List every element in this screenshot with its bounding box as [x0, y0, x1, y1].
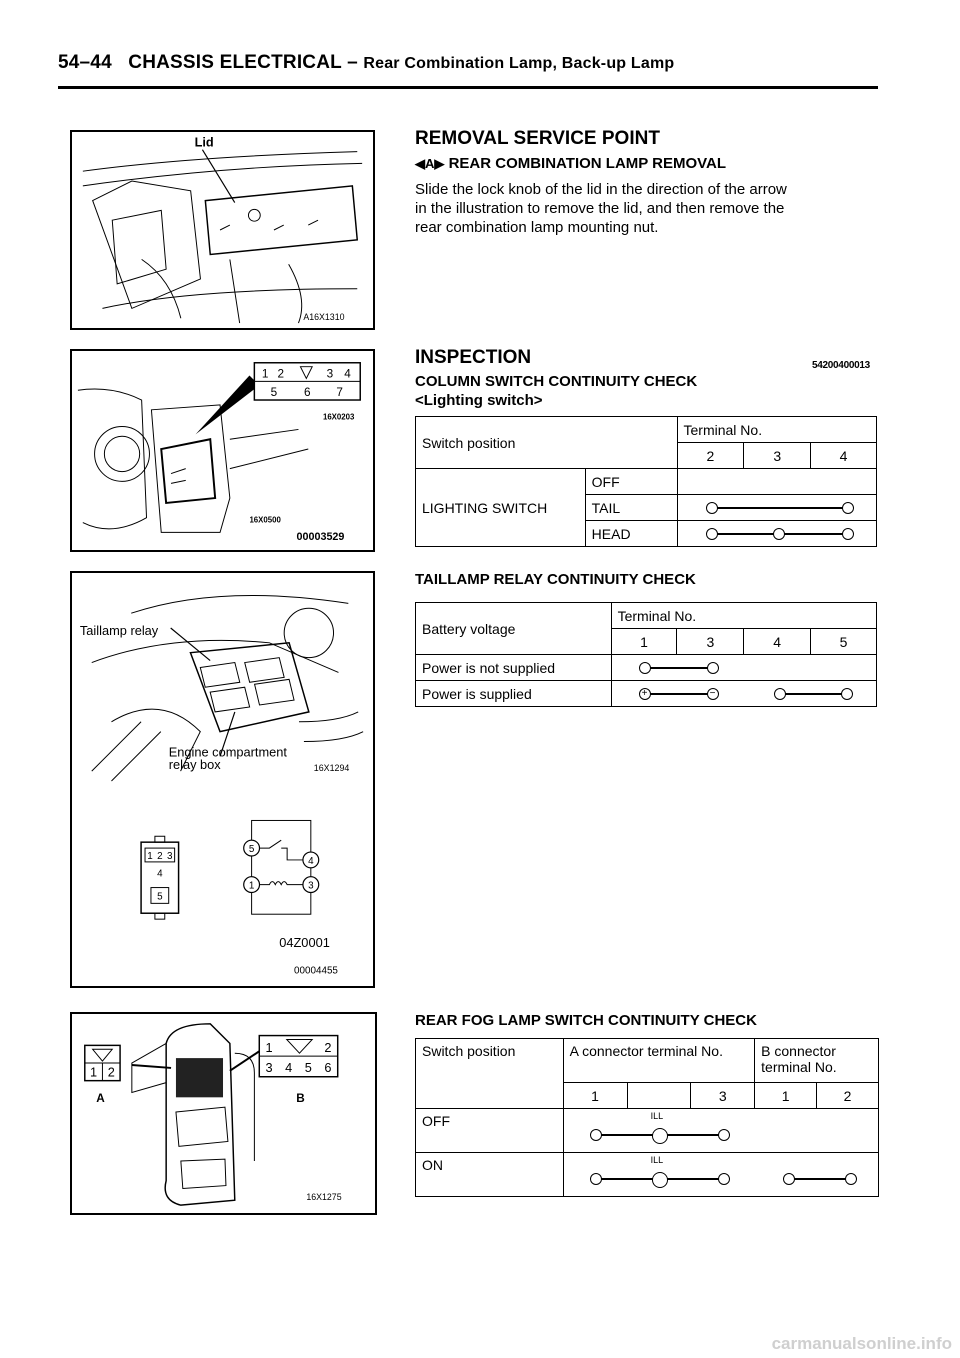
column-switch-illustration — [72, 351, 373, 550]
tl-supplied-continuity — [611, 681, 876, 707]
fog-off-continuity — [563, 1109, 878, 1153]
tl-term-3: 3 — [677, 629, 744, 655]
continuity-terminal-icon — [718, 1173, 730, 1185]
fig4-a-pin-1: 1 — [90, 1064, 98, 1080]
fig4-code: 16X1275 — [306, 1192, 342, 1203]
removal-title: REMOVAL SERVICE POINT — [415, 128, 660, 149]
removal-subtitle-text: REAR COMBINATION LAMP REMOVAL — [448, 155, 727, 172]
lt-off-continuity — [677, 469, 877, 495]
relay-terminal-3: 3 — [308, 880, 314, 892]
continuity-terminal-icon — [845, 1173, 857, 1185]
fig4-b-pin-3: 3 — [265, 1059, 273, 1075]
lt-term-4: 4 — [811, 443, 877, 469]
tl-term-4: 4 — [744, 629, 811, 655]
header-rule — [58, 86, 878, 89]
fig4-a-pin-2: 2 — [107, 1064, 115, 1080]
relay-terminal-1: 1 — [248, 880, 255, 892]
fig2-number: 00003529 — [296, 531, 345, 544]
fig2-pin-5: 5 — [270, 386, 278, 400]
section-name: CHASSIS ELECTRICAL — [128, 52, 342, 73]
header-dash: – — [347, 52, 358, 73]
fog-b-term-2: 2 — [817, 1083, 879, 1109]
continuity-terminal-icon — [774, 688, 786, 700]
fog-row-on: ON — [416, 1153, 564, 1197]
connector-b-label: B — [296, 1092, 305, 1106]
relay-terminal-4: 4 — [308, 855, 314, 867]
fig3-number: 00004455 — [294, 965, 338, 977]
fig2-pin-3: 3 — [326, 367, 334, 381]
lt-term-2: 2 — [677, 443, 744, 469]
fog-row-off: OFF — [416, 1109, 564, 1153]
continuity-terminal-icon — [590, 1129, 602, 1141]
continuity-terminal-icon — [590, 1173, 602, 1185]
fig3-pin-1: 1 — [147, 850, 153, 862]
tl-term-1: 1 — [611, 629, 677, 655]
fig4-b-pin-1: 1 — [265, 1040, 273, 1056]
fig4-b-pin-4: 4 — [285, 1059, 293, 1075]
relay-box-label-2: relay box — [168, 757, 221, 773]
lamp-icon — [652, 1172, 668, 1188]
inspection-code: 54200400013 — [812, 360, 870, 371]
connector-a-label: A — [96, 1092, 105, 1106]
lt-group: LIGHTING SWITCH — [416, 469, 586, 547]
fog-a-term-3: 3 — [691, 1083, 755, 1109]
continuity-terminal-icon — [842, 502, 854, 514]
lt-row-off: OFF — [585, 469, 677, 495]
fig1-code: A16X1310 — [303, 312, 345, 323]
page-header — [58, 52, 878, 92]
figure-lid — [70, 130, 375, 330]
fog-check-title: REAR FOG LAMP SWITCH CONTINUITY CHECK — [415, 1012, 757, 1029]
minus-terminal-icon: − — [707, 688, 719, 700]
continuity-terminal-icon — [718, 1129, 730, 1141]
fig4-b-pin-5: 5 — [304, 1059, 312, 1075]
fog-h-switch: Switch position — [416, 1039, 564, 1109]
fig2-code-b: 16X0500 — [249, 515, 281, 525]
lt-row-head: HEAD — [585, 521, 677, 547]
tl-term-5: 5 — [811, 629, 877, 655]
tl-row-not-supplied: Power is not supplied — [416, 655, 612, 681]
fog-h-b-line-2: terminal No. — [761, 1059, 837, 1075]
page-number: 54–44 — [58, 52, 112, 73]
lt-term-3: 3 — [744, 443, 811, 469]
continuity-terminal-icon — [842, 528, 854, 540]
continuity-terminal-icon — [639, 662, 651, 674]
fig2-pin-2: 2 — [277, 367, 285, 381]
topic-name: Rear Combination Lamp, Back-up Lamp — [363, 55, 675, 72]
service-marker-icon: ◀A▶ — [415, 156, 445, 171]
relay-box-label-1: Engine compartment — [168, 744, 287, 760]
fig3-pin-3: 3 — [166, 850, 173, 862]
fig3-pin-5: 5 — [157, 891, 163, 903]
fig2-pin-4: 4 — [344, 367, 351, 381]
lt-row-tail: TAIL — [585, 495, 677, 521]
removal-text-3: rear combination lamp mounting nut. — [415, 219, 659, 236]
lt-head-continuity — [677, 521, 877, 547]
taillamp-check-title: TAILLAMP RELAY CONTINUITY CHECK — [415, 571, 696, 588]
taillamp-relay-illustration — [72, 573, 373, 986]
lighting-switch-table — [415, 416, 877, 547]
column-check-title: COLUMN SWITCH CONTINUITY CHECK — [415, 373, 698, 390]
continuity-terminal-icon — [841, 688, 853, 700]
fog-h-a: A connector terminal No. — [563, 1039, 755, 1083]
figure-fog-switch — [70, 1012, 377, 1215]
fog-switch-illustration — [72, 1014, 375, 1213]
taillamp-relay-label: Taillamp relay — [79, 622, 159, 638]
tl-h-battery: Battery voltage — [416, 603, 612, 655]
header-text — [58, 52, 878, 74]
continuity-terminal-icon — [783, 1173, 795, 1185]
continuity-terminal-icon — [707, 662, 719, 674]
fog-h-b-line-1: B connector — [761, 1043, 836, 1059]
ill-label: ILL — [650, 1155, 664, 1165]
fig2-code-a: 16X0203 — [322, 412, 355, 422]
lid-illustration — [72, 132, 373, 328]
ill-label: ILL — [650, 1111, 664, 1121]
fog-a-term-blank — [627, 1083, 691, 1109]
fig4-b-pin-2: 2 — [324, 1040, 332, 1056]
fig3-part-no: 04Z0001 — [279, 934, 330, 950]
removal-text-2: in the illustration to remove the lid, and then remove the — [415, 200, 785, 217]
fog-switch-table — [415, 1038, 879, 1197]
fog-a-term-1: 1 — [563, 1083, 627, 1109]
footer-watermark: carmanualsonline.info — [771, 1334, 952, 1353]
fog-h-b — [755, 1039, 879, 1083]
fig3-pin-2: 2 — [157, 850, 163, 862]
fog-b-term-1: 1 — [755, 1083, 817, 1109]
lid-label: Lid — [194, 134, 214, 150]
fig2-pin-6: 6 — [304, 386, 311, 400]
inspection-title: INSPECTION — [415, 347, 532, 368]
fig2-pin-1: 1 — [261, 367, 269, 381]
fog-on-continuity — [563, 1153, 878, 1197]
taillamp-relay-table — [415, 602, 877, 707]
fig3-code: 16X1294 — [313, 763, 350, 774]
lt-h-switch: Switch position — [416, 417, 678, 469]
lt-h-terminal: Terminal No. — [677, 417, 877, 443]
continuity-terminal-icon — [706, 528, 718, 540]
lighting-switch-subtitle: <Lighting switch> — [415, 392, 543, 409]
tl-h-terminal: Terminal No. — [611, 603, 876, 629]
tl-not-supplied-continuity — [611, 655, 876, 681]
plus-terminal-icon: + — [639, 688, 651, 700]
relay-terminal-5: 5 — [248, 844, 255, 856]
removal-text-1: Slide the lock knob of the lid in the direction of the arrow — [415, 181, 787, 198]
lamp-icon — [652, 1128, 668, 1144]
lt-tail-continuity — [677, 495, 877, 521]
removal-subtitle — [415, 155, 726, 172]
continuity-terminal-icon — [706, 502, 718, 514]
fig3-pin-4: 4 — [157, 868, 163, 880]
fig2-pin-7: 7 — [336, 386, 343, 400]
fig4-b-pin-6: 6 — [324, 1059, 332, 1075]
continuity-terminal-icon — [773, 528, 785, 540]
figure-column-switch — [70, 349, 375, 552]
tl-row-supplied: Power is supplied — [416, 681, 612, 707]
figure-taillamp-relay — [70, 571, 375, 988]
